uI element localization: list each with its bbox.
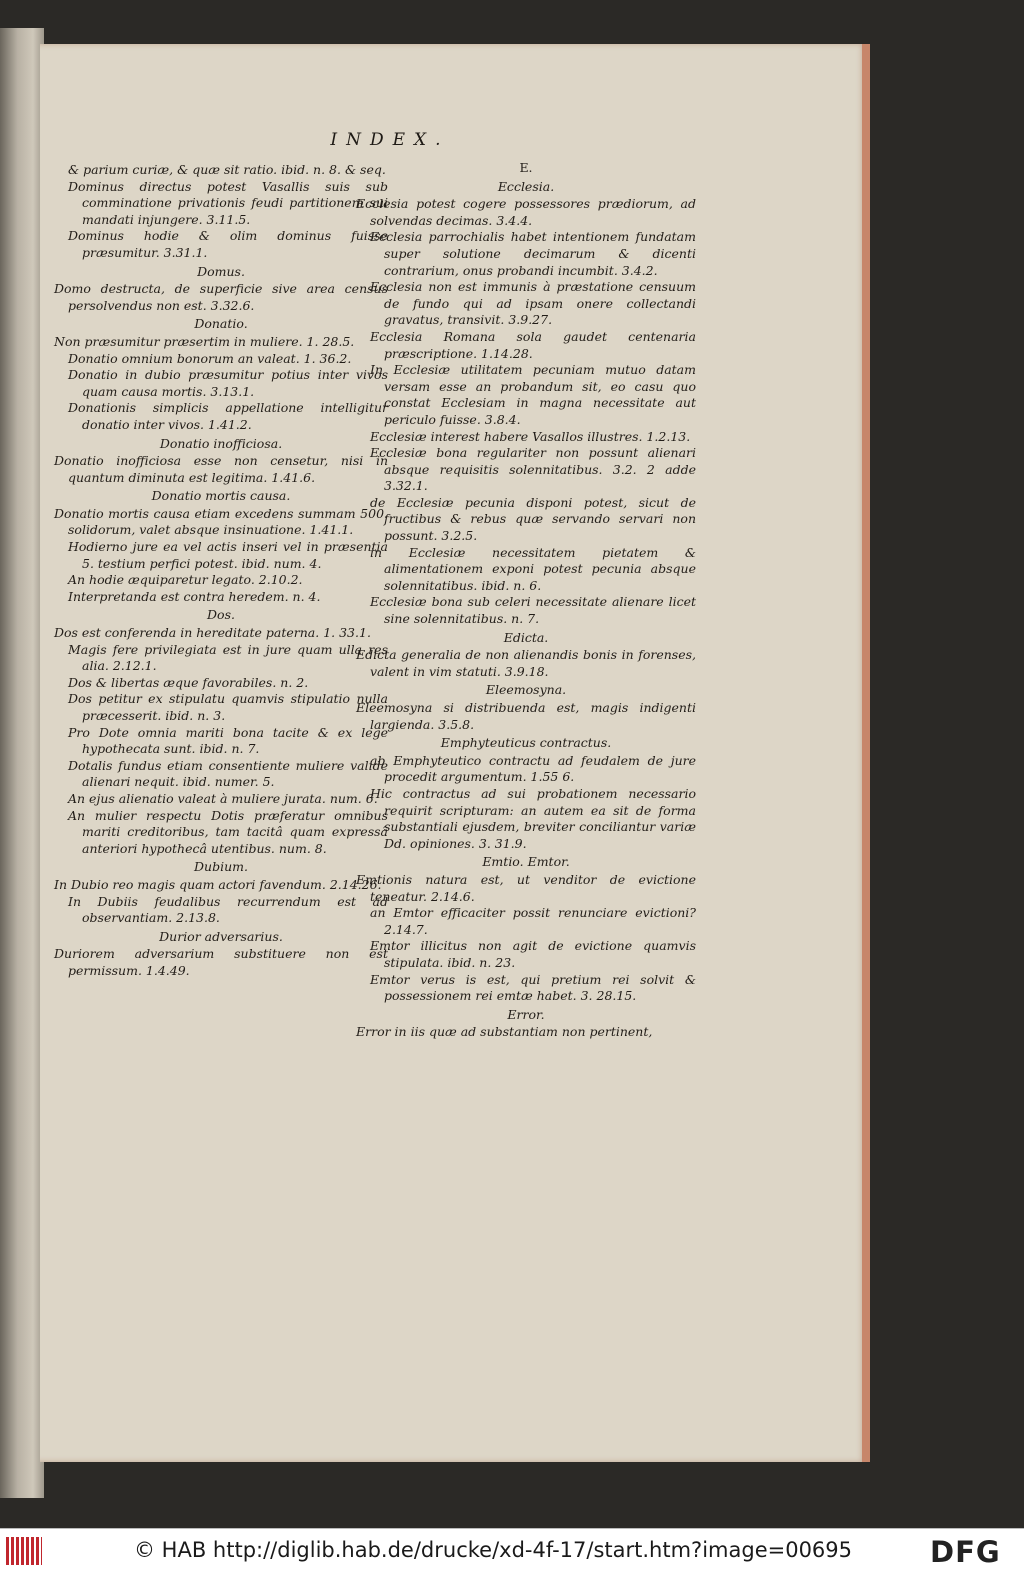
index-entry: Dominus directus potest Vasallis suis sub comminatione privationis feudi partitionem sui mandati injungere. 3.11.5.: [68, 178, 388, 227]
index-heading: Donatio inofficiosa.: [159, 435, 283, 451]
index-heading: Donatio mortis causa.: [151, 488, 291, 504]
index-entry: Ecclesia Romana sola gaudet centenaria præscriptione. 1.14.28.: [370, 328, 696, 361]
index-entry: In Ecclesiæ utilitatem pecuniam mutuo datam versam esse an probandum sit, eo casu quo constat Ecclesiam in magna necessitate aut periculo fuisse. 3.8.4.: [370, 362, 696, 427]
page-title: INDEX.: [330, 130, 450, 150]
index-heading: Emphyteuticus contractus.: [440, 735, 612, 751]
index-entry: Error in iis quæ ad substantiam non pertinent,: [356, 1024, 653, 1040]
index-entry: Dotalis fundus etiam consentiente muliere valide alienari nequit. ibid. numer. 5.: [68, 757, 388, 790]
index-heading: Dos.: [207, 607, 235, 623]
index-heading: Donatio.: [194, 316, 248, 332]
index-entry: Ecclesia parrochialis habet intentionem fundatam super solutione decimarum & dicenti contrarium, onus probandi incumbit. 3.4.2.: [370, 229, 696, 278]
index-entry: Pro Dote omnia mariti bona tacite & ex lege hypothecata sunt. ibid. n. 7.: [68, 724, 388, 757]
index-entry: Donatio mortis causa etiam excedens summam 500. solidorum, valet absque insinuatione. 1.41.1.: [54, 505, 388, 538]
index-heading: Emtio. Emtor.: [482, 854, 570, 870]
index-heading: Edicta.: [503, 629, 549, 645]
footer-bar: [0, 1528, 1024, 1573]
index-entry: In Dubio reo magis quam actori favendum. 2.14.26.: [54, 876, 382, 892]
index-heading: Error.: [507, 1006, 545, 1022]
index-entry: Edicta generalia de non alienandis bonis in forenses, valent in vim statuti. 3.9.18.: [356, 647, 696, 679]
index-heading: Ecclesia.: [497, 178, 555, 194]
index-entry: Ecclesiæ bona sub celeri necessitate alienare licet sine solennitatibus. n. 7.: [370, 594, 696, 627]
index-entry: in Ecclesiæ necessitatem pietatem & alimentationem exponi potest pecunia absque solennitatibus. ibid. n. 6.: [370, 544, 696, 593]
index-entry: Dos petitur ex stipulatu quamvis stipulatio nulla præcesserit. ibid. n. 3.: [68, 691, 388, 723]
dfg-logo: DFG: [930, 1535, 1001, 1569]
index-entry: Hic contractus ad sui probationem necessario requirit scripturam: an autem ea sit de forma substantiali ejusdem, breviter conciliantur variæ Dd. opiniones. 3. 31.9.: [370, 785, 696, 851]
index-entry: Donatio in dubio præsumitur potius inter vivos quam causa mortis. 3.13.1.: [68, 367, 388, 399]
index-entry: Dos & libertas æque favorabiles. n. 2.: [68, 674, 309, 690]
index-entry: Ecclesiæ bona regulariter non possunt alienari absque requisitis solennitatibus. 3.2. 2 adde 3.32.1.: [370, 445, 696, 494]
index-entry: Emtionis natura est, ut venditor de evictione teneatur. 2.14.6.: [356, 871, 696, 904]
index-entry: In Dubiis feudalibus recurrendum est ad observantiam. 2.13.8.: [68, 893, 388, 926]
index-entry: an Emtor efficaciter possit renunciare evictioni? 2.14.7.: [370, 905, 696, 937]
page-edge: [862, 44, 870, 1462]
index-entry: Donatio omnium bonorum an valeat. 1. 36.2.: [68, 350, 352, 366]
index-entry: Domo destructa, de superficie sive area census persolvendus non est. 3.32.6.: [54, 281, 388, 313]
index-entry: An hodie æquiparetur legato. 2.10.2.: [68, 572, 303, 588]
index-entry: Eleemosyna si distribuenda est, magis indigenti largienda. 3.5.8.: [356, 700, 696, 732]
index-letter: E.: [519, 160, 533, 175]
index-entry: Magis fere privilegiata est in jure quam ulla res alia. 2.12.1.: [68, 641, 388, 674]
index-entry: ab Emphyteutico contractu ad feudalem de jure procedit argumentum. 1.55 6.: [370, 752, 696, 785]
index-heading: Domus.: [197, 263, 245, 279]
index-entry: Donatio inofficiosa esse non censetur, nisi in quantum diminuta est legitima. 1.41.6.: [54, 453, 388, 485]
index-entry: Ecclesiæ interest habere Vasallos illustres. 1.2.13.: [370, 428, 691, 444]
index-column-right: [356, 160, 696, 1041]
hab-barcode-icon: [6, 1537, 42, 1565]
index-column-left: [54, 162, 388, 980]
index-entry: Emtor verus is est, qui pretium rei solvit & possessionem rei emtæ habet. 3. 28.15.: [370, 971, 696, 1004]
index-entry: Ecclesia potest cogere possessores prædiorum, ad solvendas decimas. 3.4.4.: [356, 196, 696, 228]
index-entry: Duriorem adversarium substituere non est permissum. 1.4.49.: [54, 946, 388, 978]
index-entry: Hodierno jure ea vel actis inseri vel in præsentia 5. testium perfici potest. ibid. num. 4.: [68, 539, 388, 571]
footer-credit-link[interactable]: © HAB http://diglib.hab.de/drucke/xd-4f-17/start.htm?image=00695: [134, 1538, 853, 1562]
index-entry: An mulier respectu Dotis præferatur omnibus mariti creditoribus, tam tacitâ quam expressâ anteriori hypothecâ utentibus. num. 8.: [68, 807, 388, 856]
index-entry: Interpretanda est contra heredem. n. 4.: [68, 588, 321, 604]
index-heading: Eleemosyna.: [485, 682, 567, 698]
index-heading: Durior adversarius.: [159, 928, 283, 944]
index-entry: Emtor illicitus non agit de evictione quamvis stipulata. ibid. n. 23.: [370, 938, 696, 970]
index-entry: & parium curiæ, & quæ sit ratio. ibid. n. 8. & seq.: [68, 162, 386, 177]
index-entry: Dominus hodie & olim dominus fuisse præsumitur. 3.31.1.: [68, 228, 388, 260]
facing-page-edge: [0, 28, 44, 1498]
index-entry: Ecclesia non est immunis à præstatione censuum de fundo qui ad ipsam onere collectandi gravatus, transivit. 3.9.27.: [370, 279, 696, 328]
index-heading: Dubium.: [194, 859, 248, 875]
index-entry: Donationis simplicis appellatione intelligitur donatio inter vivos. 1.41.2.: [68, 400, 388, 432]
index-entry: de Ecclesiæ pecunia disponi potest, sicut de fructibus & rebus quæ servando servari non possunt. 3.2.5.: [370, 494, 696, 544]
index-entry: Dos est conferenda in hereditate paterna. 1. 33.1.: [54, 625, 371, 641]
index-entry: An ejus alienatio valeat à muliere jurata. num. 6.: [68, 790, 378, 806]
index-entry: Non præsumitur præsertim in muliere. 1. 28.5.: [54, 333, 355, 349]
